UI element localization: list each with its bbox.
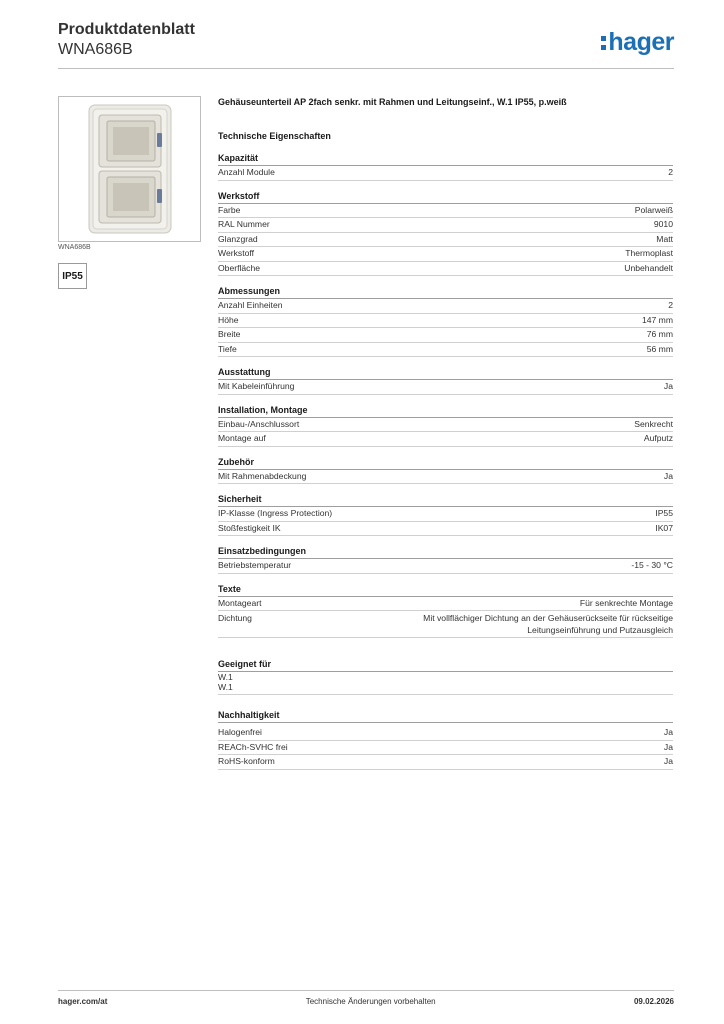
footer-date: 09.02.2026 bbox=[633, 997, 674, 1006]
spec-value: Senkrecht bbox=[634, 418, 673, 429]
spec-row bbox=[218, 597, 673, 612]
spec-value: IP55 bbox=[655, 508, 673, 518]
spec-value: Ja bbox=[663, 727, 673, 737]
spec-label: Tiefe bbox=[218, 343, 237, 354]
section-sicherheit bbox=[218, 493, 673, 536]
spec-label: Stoßfestigkeit IK bbox=[218, 522, 281, 533]
spec-label: Breite bbox=[218, 329, 241, 339]
spec-value: Für senkrechte Montage bbox=[579, 597, 673, 608]
spec-label: REACh-SVHC frei bbox=[218, 741, 288, 752]
list-item: W.1 bbox=[218, 682, 233, 692]
spec-label: Anzahl Module bbox=[218, 167, 275, 177]
section-title: Nachhaltigkeit bbox=[218, 709, 673, 723]
section-geeignet-fuer bbox=[218, 658, 673, 695]
spec-row bbox=[218, 218, 673, 233]
spec-label: RoHS-konform bbox=[218, 756, 275, 766]
page-footer bbox=[58, 997, 674, 1006]
spec-value: Aufputz bbox=[643, 433, 673, 443]
section-title: Texte bbox=[218, 583, 673, 597]
housing-illustration-icon bbox=[85, 103, 175, 235]
spec-row bbox=[218, 233, 673, 248]
spec-label: Mit Rahmenabdeckung bbox=[218, 470, 307, 481]
spec-content bbox=[218, 96, 673, 779]
section-title: Installation, Montage bbox=[218, 404, 673, 418]
spec-row bbox=[218, 343, 673, 358]
section-title: Abmessungen bbox=[218, 285, 673, 299]
spec-value: 9010 bbox=[653, 219, 673, 229]
spec-label: Dichtung bbox=[218, 613, 252, 623]
spec-row bbox=[218, 559, 673, 574]
product-number: WNA686B bbox=[58, 41, 133, 58]
spec-value: Ja bbox=[663, 470, 673, 481]
spec-row bbox=[218, 380, 673, 395]
spec-value: Matt bbox=[656, 233, 673, 244]
spec-row bbox=[218, 166, 673, 181]
header-divider bbox=[58, 68, 674, 69]
spec-row bbox=[218, 432, 673, 447]
spec-row bbox=[218, 470, 673, 485]
spec-label: Höhe bbox=[218, 314, 239, 325]
spec-value: 147 mm bbox=[641, 314, 673, 325]
hager-logo bbox=[601, 28, 674, 57]
section-title: Kapazität bbox=[218, 152, 673, 166]
spec-label: Oberfläche bbox=[218, 262, 261, 273]
spec-row bbox=[218, 299, 673, 314]
section-kapazitaet bbox=[218, 152, 673, 181]
ip-rating-badge: IP55 bbox=[58, 263, 87, 289]
spec-value: IK07 bbox=[655, 522, 673, 533]
spec-value: Thermoplast bbox=[625, 248, 673, 258]
spec-value: 2 bbox=[668, 167, 673, 177]
spec-row bbox=[218, 262, 673, 277]
spec-row bbox=[218, 418, 673, 433]
product-image bbox=[58, 96, 201, 242]
spec-row bbox=[218, 314, 673, 329]
spec-label: Mit Kabeleinführung bbox=[218, 381, 295, 391]
spec-label: IP-Klasse (Ingress Protection) bbox=[218, 508, 333, 518]
section-einsatzbedingungen bbox=[218, 545, 673, 574]
suitable-list bbox=[218, 672, 673, 695]
image-caption: WNA686B bbox=[58, 244, 91, 251]
spec-row bbox=[218, 247, 673, 262]
spec-label: Farbe bbox=[218, 204, 241, 215]
spec-row bbox=[218, 507, 673, 522]
section-texte bbox=[218, 583, 673, 639]
spec-value: Polarweiß bbox=[634, 204, 673, 215]
section-installation bbox=[218, 404, 673, 447]
logo-dots-icon bbox=[601, 36, 606, 50]
list-item: W.1 bbox=[218, 672, 233, 682]
spec-label: Glanzgrad bbox=[218, 233, 258, 244]
section-nachhaltigkeit bbox=[218, 709, 673, 770]
spec-sections bbox=[218, 152, 673, 770]
section-title: Werkstoff bbox=[218, 190, 673, 204]
footer-divider bbox=[58, 990, 674, 991]
section-title: Sicherheit bbox=[218, 493, 673, 507]
spec-value: -15 - 30 °C bbox=[631, 560, 673, 570]
spec-row bbox=[218, 204, 673, 219]
spec-value: Ja bbox=[663, 381, 673, 391]
spec-label: Einbau-/Anschlussort bbox=[218, 418, 300, 429]
spec-label: RAL Nummer bbox=[218, 219, 270, 229]
footer-notice: Technische Änderungen vorbehalten bbox=[305, 997, 436, 1006]
section-title: Einsatzbedingungen bbox=[218, 545, 673, 559]
section-abmessungen bbox=[218, 285, 673, 357]
spec-value: 2 bbox=[668, 300, 673, 310]
section-werkstoff bbox=[218, 190, 673, 277]
spec-value: 56 mm bbox=[646, 343, 673, 354]
spec-value: 76 mm bbox=[646, 329, 673, 339]
spec-row bbox=[218, 328, 673, 343]
logo-text: hager bbox=[608, 28, 674, 56]
spec-row bbox=[218, 755, 673, 770]
section-zubehoer bbox=[218, 456, 673, 485]
section-title: Ausstattung bbox=[218, 366, 673, 380]
spec-label: Werkstoff bbox=[218, 248, 254, 258]
spec-row bbox=[218, 522, 673, 537]
page-header bbox=[58, 20, 674, 70]
section-title: Zubehör bbox=[218, 456, 673, 470]
spec-row bbox=[218, 726, 673, 741]
footer-website-link[interactable]: hager.com/at bbox=[58, 997, 108, 1006]
document-title: Produktdatenblatt bbox=[58, 21, 195, 38]
tech-properties-heading: Technische Eigenschaften bbox=[218, 131, 331, 141]
spec-label: Anzahl Einheiten bbox=[218, 300, 283, 310]
spec-label: Montage auf bbox=[218, 433, 266, 443]
spec-value: Mit vollflächiger Dichtung an der Gehäuserückseite für rückseitige Leitungseinführung und Putzausgleich bbox=[423, 613, 673, 635]
section-title: Geeignet für bbox=[218, 658, 673, 672]
section-ausstattung bbox=[218, 366, 673, 395]
spec-row bbox=[218, 611, 673, 638]
spec-value: Unbehandelt bbox=[624, 262, 673, 273]
product-description: Gehäuseunterteil AP 2fach senkr. mit Rahmen und Leitungseinf., W.1 IP55, p.weiß bbox=[218, 97, 567, 107]
spec-row bbox=[218, 741, 673, 756]
spec-value: Ja bbox=[663, 756, 673, 766]
spec-label: Halogenfrei bbox=[218, 727, 262, 737]
spec-value: Ja bbox=[663, 741, 673, 752]
spec-label: Betriebstemperatur bbox=[218, 560, 292, 570]
spec-label: Montageart bbox=[218, 597, 262, 608]
